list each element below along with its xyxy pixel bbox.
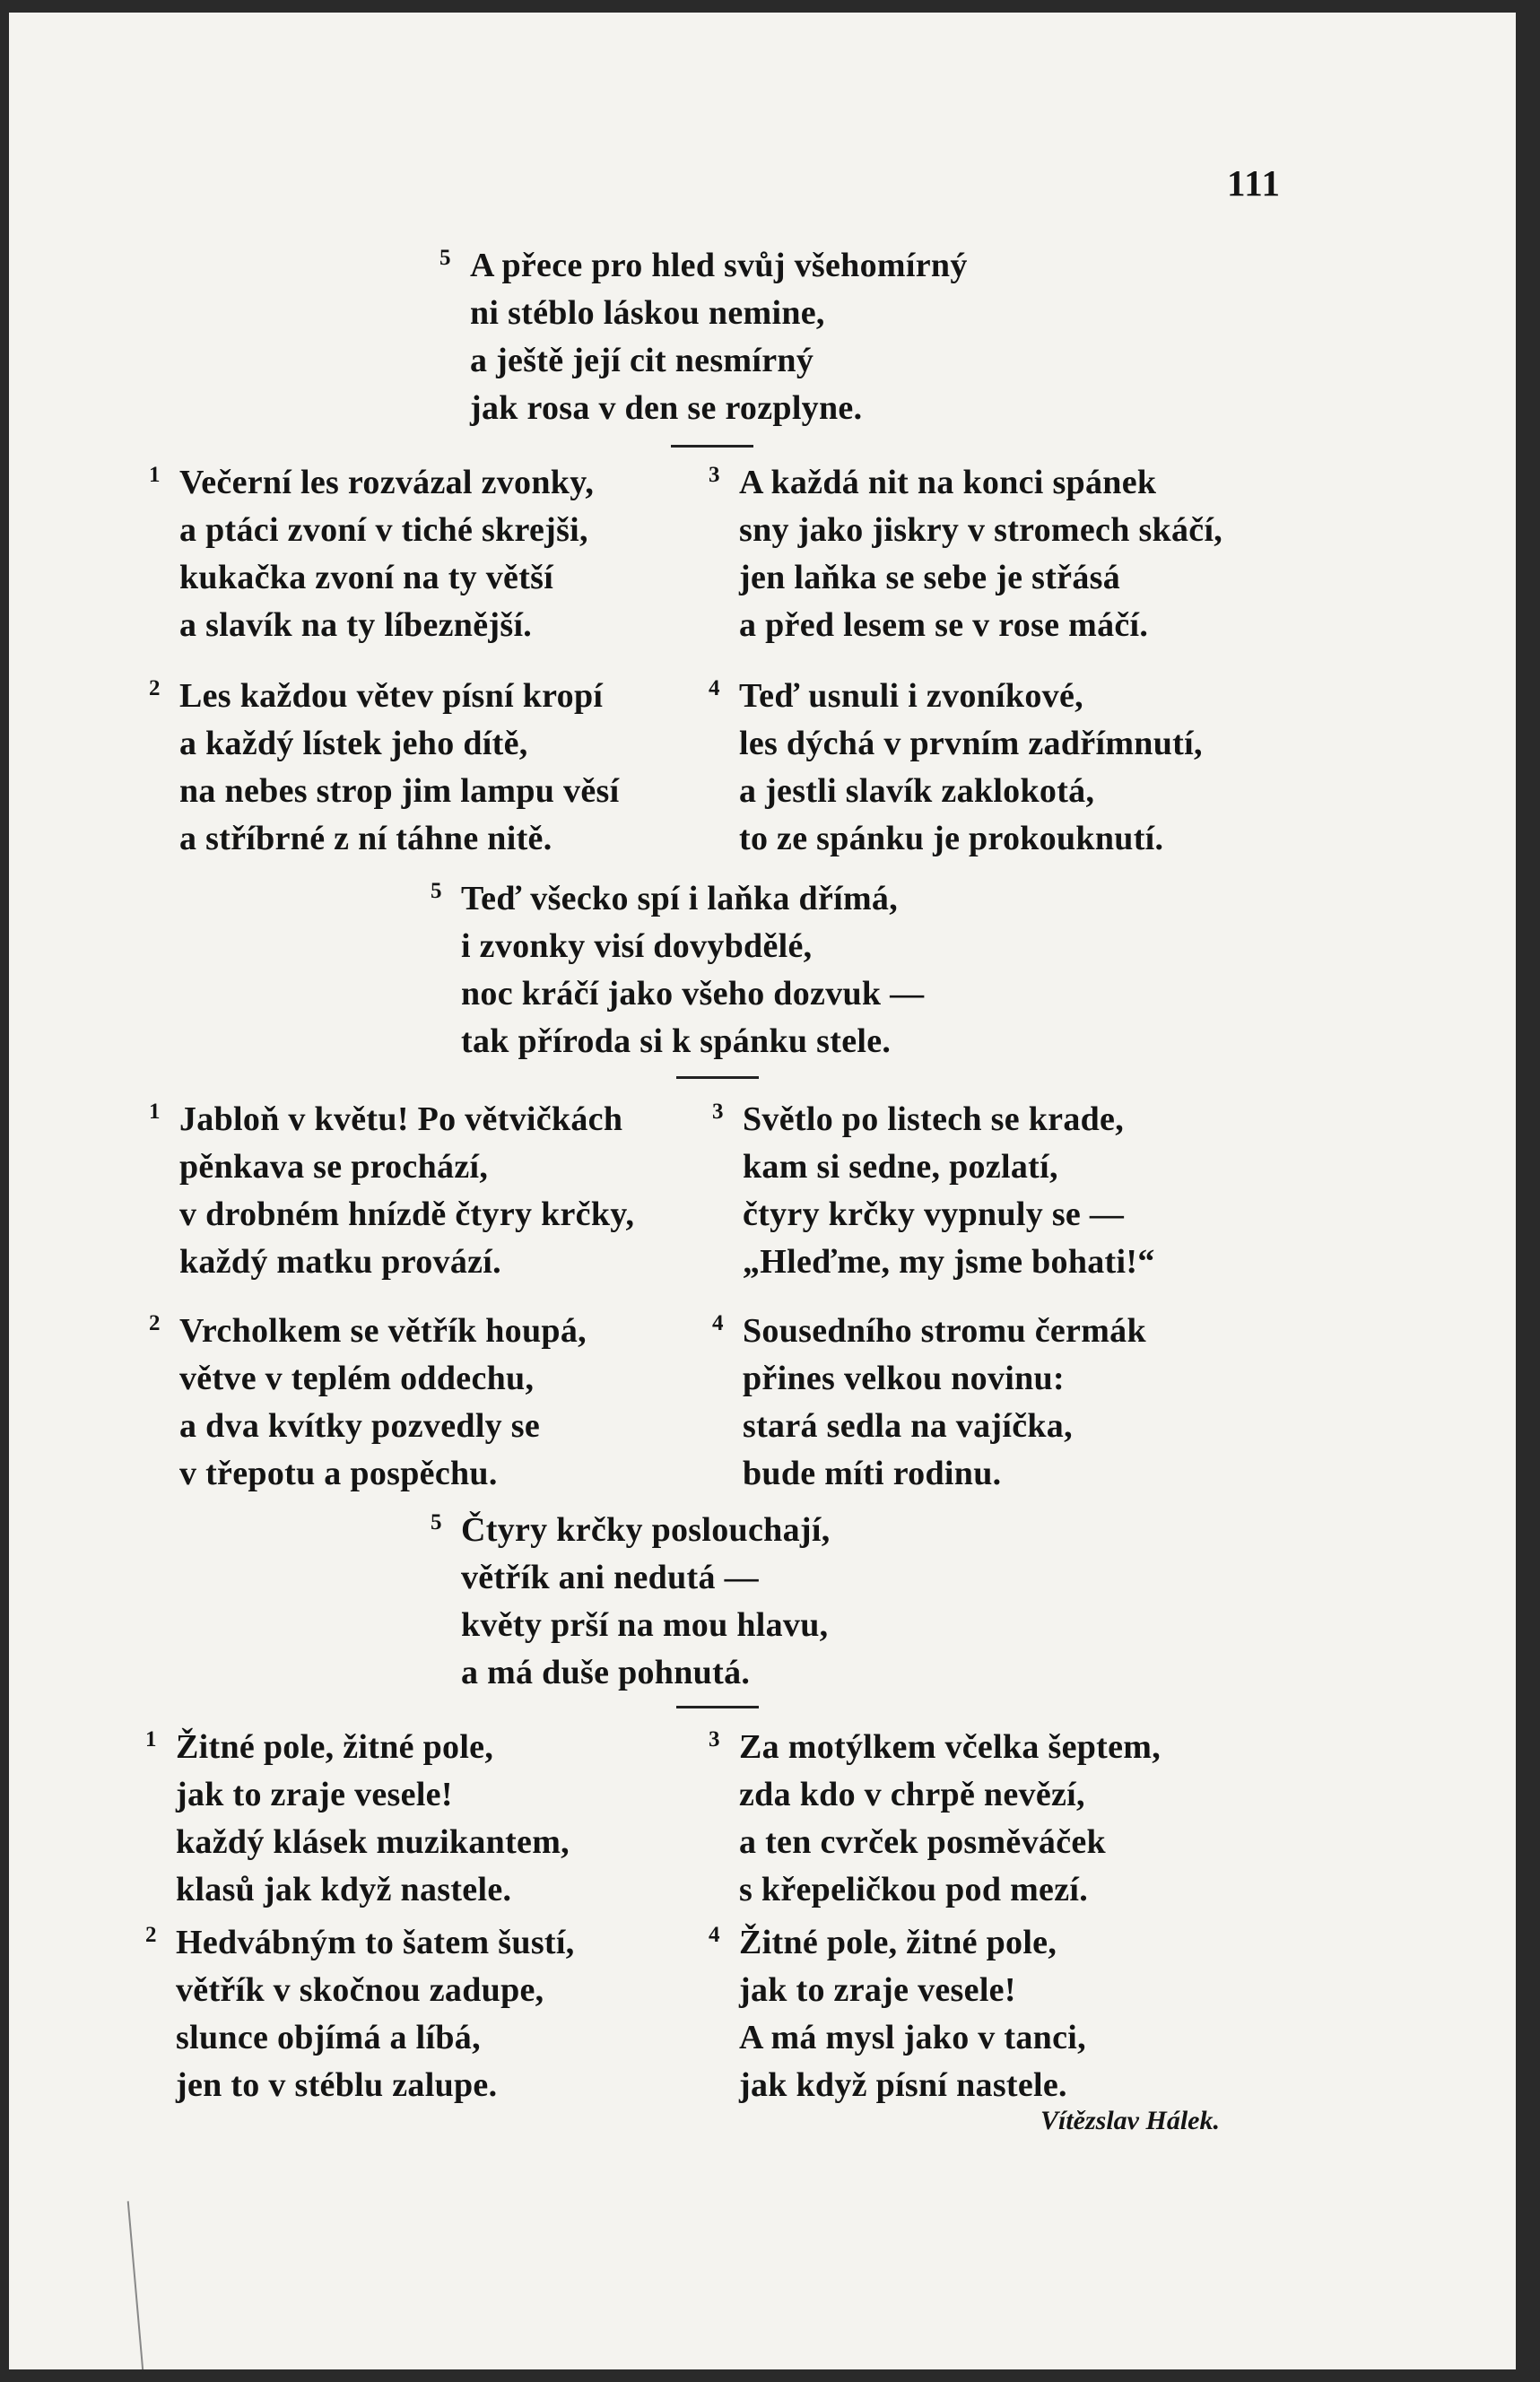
- verse-line: větřík ani nedutá —: [461, 1559, 759, 1596]
- verse-line: na nebes strop jim lampu věsí: [179, 772, 620, 810]
- verse-line: větve v teplém oddechu,: [179, 1360, 535, 1397]
- poem2-stanza-5: [431, 875, 925, 1065]
- poem4-stanza-4: [709, 1919, 1086, 2109]
- verse-line: klasů jak když nastele.: [176, 1871, 512, 1908]
- verse-line: kukačka zvoní na ty větší: [179, 559, 554, 596]
- verse-line: čtyry krčky vypnuly se —: [743, 1195, 1125, 1233]
- verse-line: s křepeličkou pod mezí.: [739, 1871, 1089, 1908]
- verse-line: a před lesem se v rose máčí.: [739, 606, 1149, 644]
- verse-line: to ze spánku je prokouknutí.: [739, 820, 1164, 857]
- verse-line: Světlo po listech se krade,: [743, 1100, 1125, 1138]
- verse-line: ni stéblo láskou nemine,: [470, 294, 825, 332]
- verse-line: zda kdo v chrpě nevězí,: [739, 1776, 1085, 1813]
- verse-line: Les každou větev písní kropí: [179, 677, 604, 715]
- verse-line: a jestli slavík zaklokotá,: [739, 772, 1095, 810]
- stanza-number: 4: [712, 1311, 724, 1335]
- section-divider: [671, 445, 753, 448]
- verse-line: bude míti rodinu.: [743, 1455, 1002, 1492]
- verse-line: kam si sedne, pozlatí,: [743, 1148, 1058, 1186]
- poem4-stanza-2: [145, 1919, 575, 2109]
- verse-line: každý klásek muzikantem,: [176, 1823, 570, 1861]
- verse-line: jen laňka se sebe je střásá: [739, 559, 1121, 596]
- verse-line: každý matku provází.: [179, 1243, 501, 1281]
- verse-line: jak když písní nastele.: [739, 2066, 1067, 2104]
- section-divider: [676, 1076, 759, 1079]
- stanza-number: 3: [709, 463, 720, 487]
- stanza-number: 1: [149, 1100, 161, 1124]
- verse-line: tak příroda si k spánku stele.: [461, 1022, 892, 1060]
- stanza-number: 1: [145, 1727, 157, 1752]
- poem3-stanza-1: [149, 1096, 635, 1286]
- verse-line: a dva kvítky pozvedly se: [179, 1407, 541, 1445]
- verse-line: Sousedního stromu čermák: [743, 1312, 1146, 1350]
- verse-line: a má duše pohnutá.: [461, 1654, 751, 1691]
- page-number: 111: [1227, 162, 1281, 204]
- poem2-stanza-1: [149, 459, 595, 649]
- verse-line: jak to zraje vesele!: [739, 1971, 1016, 2009]
- poem1-stanza-5: [439, 242, 968, 432]
- verse-line: a slavík na ty líbeznější.: [179, 606, 533, 644]
- verse-line: jak rosa v den se rozplyne.: [470, 389, 863, 427]
- stanza-number: 5: [431, 1510, 442, 1534]
- poem3-stanza-4: [712, 1308, 1146, 1498]
- verse-line: stará sedla na vajíčka,: [743, 1407, 1073, 1445]
- stanza-number: 1: [149, 463, 161, 487]
- poem2-stanza-3: [709, 459, 1223, 649]
- verse-line: a ještě její cit nesmírný: [470, 342, 814, 379]
- verse-line: „Hleďme, my jsme bohati!“: [743, 1243, 1155, 1281]
- verse-line: Teď usnuli i zvoníkové,: [739, 677, 1083, 715]
- verse-line: Čtyry krčky poslouchají,: [461, 1511, 831, 1549]
- poem4-stanza-1: [145, 1724, 570, 1914]
- poem2-stanza-2: [149, 673, 620, 863]
- stanza-number: 2: [149, 1311, 161, 1335]
- verse-line: A přece pro hled svůj všehomírný: [470, 247, 968, 284]
- verse-line: a stříbrné z ní táhne nitě.: [179, 820, 552, 857]
- author-signature: Vítězslav Hálek.: [1040, 2106, 1220, 2135]
- poem3-stanza-3: [712, 1096, 1155, 1286]
- verse-line: A každá nit na konci spánek: [739, 464, 1157, 501]
- verse-line: a každý lístek jeho dítě,: [179, 725, 528, 762]
- verse-line: Za motýlkem včelka šeptem,: [739, 1728, 1162, 1766]
- verse-line: Večerní les rozvázal zvonky,: [179, 464, 595, 501]
- verse-line: a ten cvrček posměváček: [739, 1823, 1106, 1861]
- verse-line: sny jako jiskry v stromech skáčí,: [739, 511, 1223, 549]
- verse-line: jak to zraje vesele!: [176, 1776, 453, 1813]
- stanza-number: 2: [149, 676, 161, 700]
- stanza-number: 5: [439, 246, 451, 270]
- poem3-stanza-5: [431, 1507, 831, 1697]
- verse-line: Vrcholkem se větřík houpá,: [179, 1312, 587, 1350]
- poem2-stanza-4: [709, 673, 1203, 863]
- verse-line: květy prší na mou hlavu,: [461, 1606, 829, 1644]
- poem4-stanza-3: [709, 1724, 1162, 1914]
- verse-line: a ptáci zvoní v tiché skrejši,: [179, 511, 588, 549]
- verse-line: jen to v stéblu zalupe.: [176, 2066, 498, 2104]
- stanza-number: 3: [709, 1727, 720, 1752]
- verse-line: Žitné pole, žitné pole,: [176, 1728, 494, 1766]
- verse-line: Hedvábným to šatem šustí,: [176, 1924, 575, 1961]
- verse-line: větřík v skočnou zadupe,: [176, 1971, 544, 2009]
- verse-line: les dýchá v prvním zadřímnutí,: [739, 725, 1203, 762]
- verse-line: v drobném hnízdě čtyry krčky,: [179, 1195, 635, 1233]
- verse-line: slunce objímá a líbá,: [176, 2019, 481, 2056]
- stanza-number: 3: [712, 1100, 724, 1124]
- verse-line: Teď všecko spí i laňka dřímá,: [461, 880, 899, 917]
- stanza-number: 5: [431, 879, 442, 903]
- verse-line: noc kráčí jako všeho dozvuk —: [461, 975, 925, 1013]
- page-scratch-mark: [127, 2201, 144, 2369]
- verse-line: pěnkava se prochází,: [179, 1148, 489, 1186]
- verse-line: i zvonky visí dovybdělé,: [461, 927, 813, 965]
- verse-line: Jabloň v květu! Po větvičkách: [179, 1100, 623, 1138]
- stanza-number: 4: [709, 1923, 720, 1947]
- poem3-stanza-2: [149, 1308, 587, 1498]
- verse-line: Žitné pole, žitné pole,: [739, 1924, 1057, 1961]
- section-divider: [676, 1706, 759, 1708]
- verse-line: A má mysl jako v tanci,: [739, 2019, 1086, 2056]
- stanza-number: 2: [145, 1923, 157, 1947]
- stanza-number: 4: [709, 676, 720, 700]
- verse-line: přines velkou novinu:: [743, 1360, 1065, 1397]
- book-page: [9, 13, 1516, 2369]
- verse-line: v třepotu a pospěchu.: [179, 1455, 498, 1492]
